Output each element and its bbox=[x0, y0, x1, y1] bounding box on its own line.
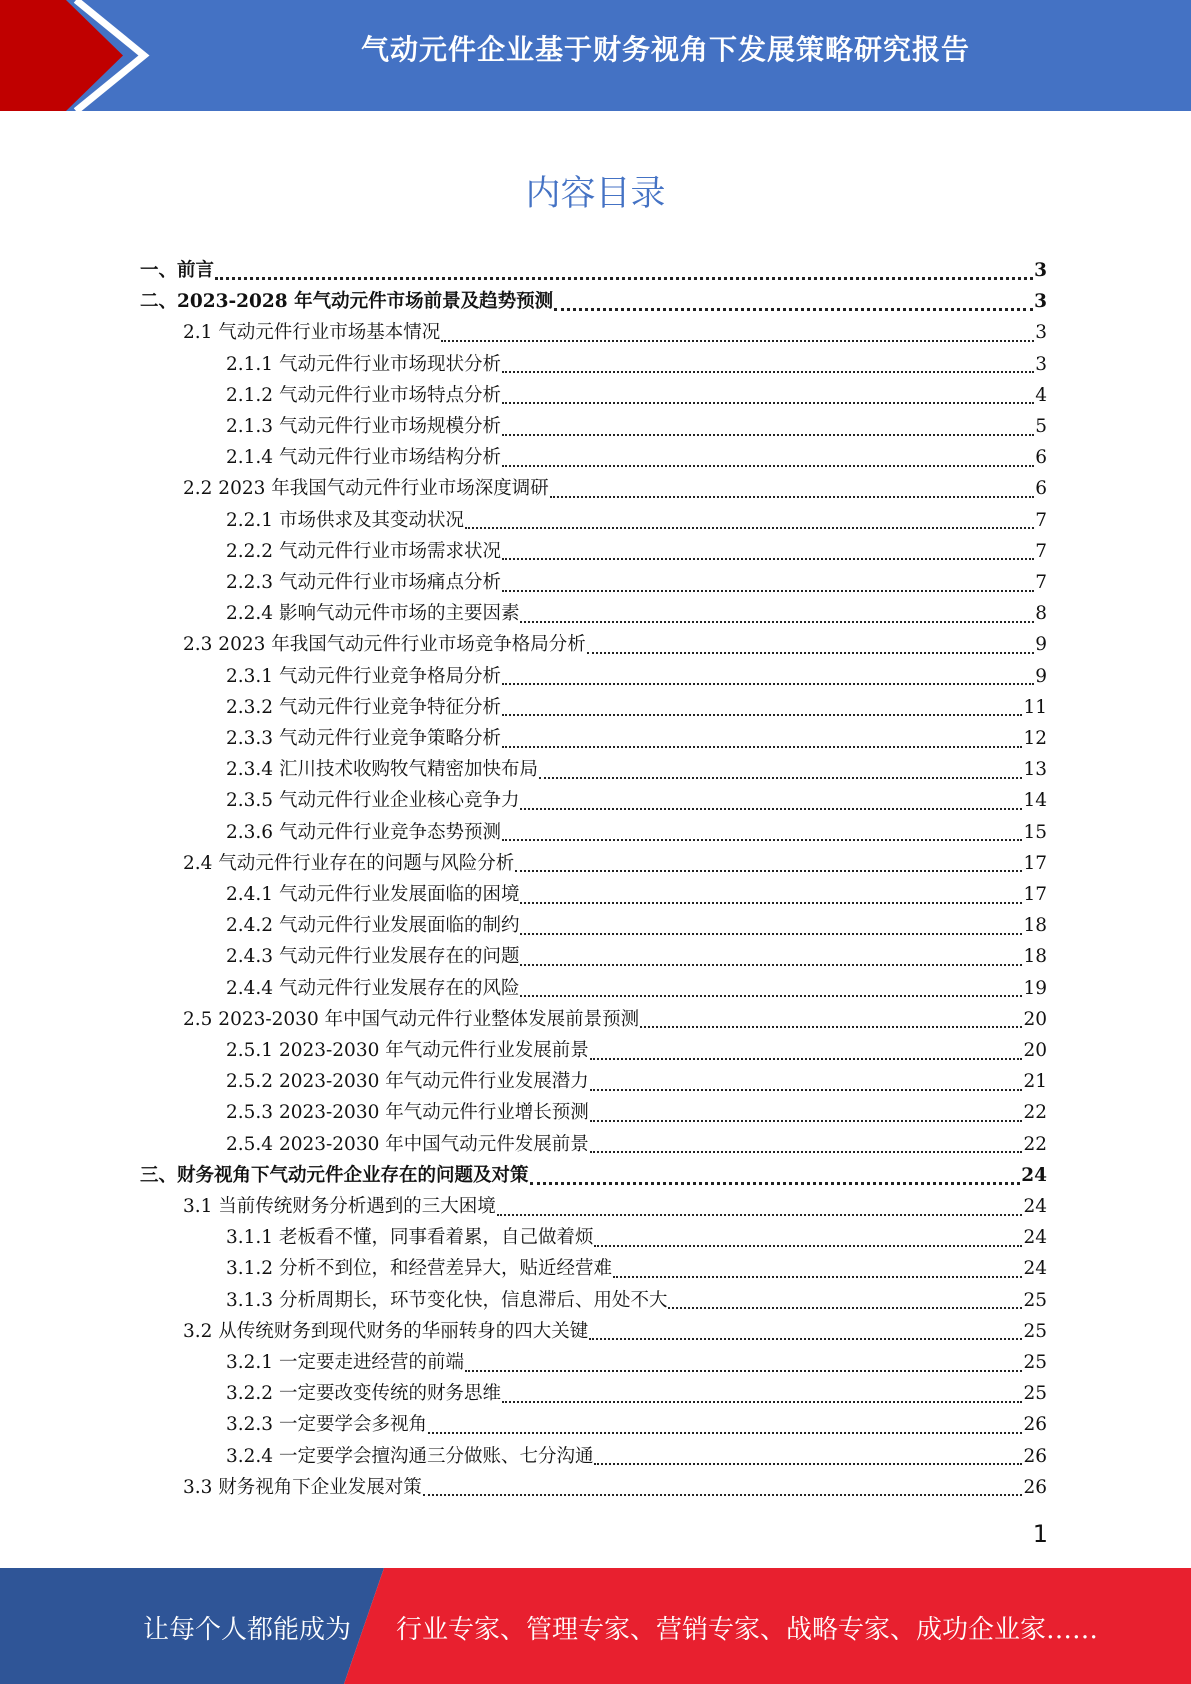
toc-dot-leader bbox=[530, 1182, 1021, 1185]
page-number: 1 bbox=[1032, 1520, 1048, 1548]
toc-dot-leader bbox=[590, 1089, 1023, 1091]
toc-entry-page: 13 bbox=[1023, 759, 1047, 781]
report-title: 气动元件企业基于财务视角下发展策略研究报告 bbox=[360, 33, 970, 66]
toc-entry-title: 3.2.4 一定要学会擅沟通三分做账、七分沟通 bbox=[226, 1445, 594, 1467]
toc-entry[interactable] bbox=[226, 598, 1047, 629]
toc-entry-page: 21 bbox=[1023, 1071, 1047, 1093]
toc-entry-title: 2.3.1 气动元件行业竞争格局分析 bbox=[226, 665, 501, 687]
footer-slogan-right: 行业专家、管理专家、营销专家、战略专家、成功企业家…… bbox=[396, 1615, 1099, 1645]
toc-entry-page: 11 bbox=[1023, 696, 1047, 718]
toc-entry[interactable] bbox=[226, 1222, 1047, 1253]
toc-entry[interactable] bbox=[226, 1066, 1047, 1097]
toc-entry-page: 4 bbox=[1035, 384, 1047, 406]
toc-dot-leader bbox=[520, 808, 1022, 810]
toc-entry-title: 2.3.2 气动元件行业竞争特征分析 bbox=[226, 696, 501, 718]
toc-entry-page: 22 bbox=[1023, 1133, 1047, 1155]
toc-entry-title: 2.3.4 汇川技术收购牧气精密加快布局 bbox=[226, 759, 538, 781]
toc-entry-title: 2.3.5 气动元件行业企业核心竞争力 bbox=[226, 790, 520, 812]
toc-entry[interactable] bbox=[226, 567, 1047, 598]
toc-entry-page: 3 bbox=[1035, 353, 1047, 375]
toc-entry[interactable] bbox=[226, 1035, 1047, 1066]
toc-entry-title: 2.1.4 气动元件行业市场结构分析 bbox=[226, 447, 501, 469]
toc-entry-page: 19 bbox=[1023, 977, 1047, 999]
toc-dot-leader bbox=[520, 964, 1022, 966]
toc-entry-title: 2.1.2 气动元件行业市场特点分析 bbox=[226, 384, 501, 406]
toc-entry[interactable] bbox=[226, 817, 1047, 848]
toc-dot-leader bbox=[594, 1245, 1022, 1247]
toc-dot-leader bbox=[502, 683, 1034, 685]
toc-entry-title: 3.1.2 分析不到位，和经营差异大，贴近经营难 bbox=[226, 1258, 612, 1280]
toc-entry[interactable] bbox=[226, 1253, 1047, 1284]
toc-entry-title: 2.2.2 气动元件行业市场需求状况 bbox=[226, 540, 501, 562]
toc-entry-title: 2.1.1 气动元件行业市场现状分析 bbox=[226, 353, 501, 375]
toc-entry[interactable] bbox=[226, 349, 1047, 380]
toc-dot-leader bbox=[502, 746, 1022, 748]
toc-entry[interactable] bbox=[226, 879, 1047, 910]
toc-entry-page: 18 bbox=[1023, 915, 1047, 937]
toc-entry[interactable] bbox=[226, 442, 1047, 473]
toc-entry-page: 6 bbox=[1035, 447, 1047, 469]
toc-entry[interactable] bbox=[183, 1191, 1047, 1222]
toc-entry[interactable] bbox=[183, 1316, 1047, 1347]
toc-entry-title: 2.4.1 气动元件行业发展面临的困境 bbox=[226, 884, 520, 905]
toc-dot-leader bbox=[502, 371, 1034, 373]
toc-entry-page: 22 bbox=[1023, 1102, 1047, 1124]
toc-entry-title: 2.2 2023 年我国气动元件行业市场深度调研 bbox=[183, 478, 549, 500]
toc-entry[interactable] bbox=[226, 1285, 1047, 1316]
toc-entry[interactable] bbox=[226, 785, 1047, 816]
toc-entry[interactable] bbox=[140, 286, 1047, 317]
toc-dot-leader bbox=[640, 1026, 1022, 1028]
toc-entry[interactable] bbox=[226, 411, 1047, 442]
toc-dot-leader bbox=[441, 340, 1034, 342]
toc-entry[interactable] bbox=[140, 255, 1047, 286]
toc-entry[interactable] bbox=[226, 661, 1047, 692]
toc-entry-page: 25 bbox=[1023, 1383, 1047, 1405]
toc-entry-title: 2.3.3 气动元件行业竞争策略分析 bbox=[226, 728, 501, 749]
toc-entry[interactable] bbox=[226, 692, 1047, 723]
toc-heading: 内容目录 bbox=[525, 174, 666, 214]
toc-entry[interactable] bbox=[226, 1347, 1047, 1378]
toc-entry-page: 3 bbox=[1034, 260, 1047, 281]
toc-entry-title: 2.3 2023 年我国气动元件行业市场竞争格局分析 bbox=[183, 634, 586, 656]
toc-dot-leader bbox=[465, 527, 1034, 529]
toc-entry-page: 7 bbox=[1035, 509, 1047, 531]
toc-entry-title: 2.3.6 气动元件行业竞争态势预测 bbox=[226, 821, 501, 843]
toc-entry-title: 一、前言 bbox=[140, 260, 215, 281]
toc-dot-leader bbox=[502, 1401, 1022, 1403]
toc-entry[interactable] bbox=[226, 941, 1047, 972]
toc-entry-title: 2.2.1 市场供求及其变动状况 bbox=[226, 509, 464, 531]
toc-entry-page: 7 bbox=[1035, 540, 1047, 562]
toc-entry-title: 2.5.2 2023-2030 年气动元件行业发展潜力 bbox=[226, 1071, 589, 1093]
toc-entry-page: 15 bbox=[1023, 821, 1047, 843]
toc-entry-title: 2.1 气动元件行业市场基本情况 bbox=[183, 322, 441, 344]
toc-entry-title: 3.2.2 一定要改变传统的财务思维 bbox=[226, 1383, 501, 1405]
toc-dot-leader bbox=[594, 1463, 1022, 1465]
toc-entry[interactable] bbox=[183, 1472, 1047, 1503]
toc-dot-leader bbox=[502, 714, 1022, 716]
toc-dot-leader bbox=[587, 652, 1034, 654]
toc-entry-title: 3.1.3 分析周期长，环节变化快，信息滞后、用处不大 bbox=[226, 1289, 668, 1311]
toc-dot-leader bbox=[502, 590, 1034, 592]
toc-dot-leader bbox=[502, 465, 1034, 467]
toc-entry-page: 26 bbox=[1023, 1445, 1047, 1467]
toc-entry[interactable] bbox=[140, 1160, 1047, 1191]
toc-entry-page: 24 bbox=[1021, 1164, 1047, 1186]
toc-entry[interactable] bbox=[226, 380, 1047, 411]
toc-entry-title: 2.2.4 影响气动元件市场的主要因素 bbox=[226, 603, 520, 625]
toc-entry[interactable] bbox=[226, 505, 1047, 536]
toc-entry-page: 26 bbox=[1023, 1476, 1047, 1498]
toc-dot-leader bbox=[590, 1120, 1023, 1122]
toc-dot-leader bbox=[554, 308, 1033, 311]
toc-dot-leader bbox=[502, 434, 1034, 436]
toc-entry[interactable] bbox=[183, 1004, 1047, 1035]
chevron-logo-icon bbox=[0, 0, 160, 111]
toc-dot-leader bbox=[497, 1214, 1023, 1216]
toc-entry-page: 24 bbox=[1023, 1258, 1047, 1280]
toc-entry-title: 3.1.1 老板看不懂，同事看着累，自己做着烦 bbox=[226, 1227, 594, 1249]
toc-entry-title: 2.1.3 气动元件行业市场规模分析 bbox=[226, 416, 501, 437]
toc-entry-page: 24 bbox=[1023, 1196, 1047, 1217]
toc-entry-title: 3.1 当前传统财务分析遇到的三大困境 bbox=[183, 1196, 496, 1217]
toc-entry-title: 2.4.2 气动元件行业发展面临的制约 bbox=[226, 915, 520, 937]
toc-entry-page: 18 bbox=[1023, 946, 1047, 968]
toc-entry-page: 5 bbox=[1035, 416, 1047, 437]
toc-entry[interactable] bbox=[183, 848, 1047, 879]
toc-entry[interactable] bbox=[183, 317, 1047, 348]
toc-entry[interactable] bbox=[226, 1129, 1047, 1160]
toc-entry-page: 8 bbox=[1035, 603, 1047, 625]
toc-entry-page: 9 bbox=[1035, 634, 1047, 656]
toc-entry[interactable] bbox=[226, 723, 1047, 754]
toc-dot-leader bbox=[423, 1494, 1023, 1496]
toc-entry[interactable] bbox=[183, 629, 1047, 660]
toc-entry-title: 2.4.3 气动元件行业发展存在的问题 bbox=[226, 946, 520, 968]
toc-entry-title: 三、财务视角下气动元件企业存在的问题及对策 bbox=[140, 1164, 529, 1186]
toc-dot-leader bbox=[502, 558, 1034, 560]
toc-entry-page: 25 bbox=[1023, 1352, 1047, 1373]
toc-entry-title: 2.4.4 气动元件行业发展存在的风险 bbox=[226, 977, 520, 999]
toc-dot-leader bbox=[515, 870, 1022, 872]
toc-entry-page: 3 bbox=[1034, 291, 1047, 313]
toc-entry-page: 20 bbox=[1023, 1040, 1047, 1061]
toc-dot-leader bbox=[613, 1276, 1022, 1278]
toc-entry[interactable] bbox=[226, 754, 1047, 785]
toc-entry[interactable] bbox=[226, 910, 1047, 941]
toc-entry-title: 2.5.4 2023-2030 年中国气动元件发展前景 bbox=[226, 1133, 589, 1155]
toc-dot-leader bbox=[520, 995, 1022, 997]
toc-entry[interactable] bbox=[226, 1441, 1047, 1472]
toc-entry-title: 2.2.3 气动元件行业市场痛点分析 bbox=[226, 572, 501, 593]
toc-entry-title: 二、2023-2028 年气动元件市场前景及趋势预测 bbox=[140, 291, 554, 313]
toc-entry-page: 7 bbox=[1035, 572, 1047, 593]
toc-dot-leader bbox=[502, 839, 1022, 841]
toc-entry-page: 24 bbox=[1023, 1227, 1047, 1249]
toc-entry-page: 25 bbox=[1023, 1320, 1047, 1342]
toc-dot-leader bbox=[520, 933, 1022, 935]
toc-dot-leader bbox=[465, 1370, 1022, 1372]
toc-entry-title: 2.5.3 2023-2030 年气动元件行业增长预测 bbox=[226, 1102, 589, 1124]
toc-entry-page: 9 bbox=[1035, 665, 1047, 687]
toc-entry-title: 3.2.3 一定要学会多视角 bbox=[226, 1414, 427, 1436]
toc-entry[interactable] bbox=[183, 473, 1047, 504]
toc-dot-leader bbox=[520, 621, 1034, 623]
toc-entry-page: 17 bbox=[1023, 884, 1047, 905]
toc-entry-title: 2.4 气动元件行业存在的问题与风险分析 bbox=[183, 852, 515, 874]
toc-dot-leader bbox=[590, 1058, 1023, 1060]
toc-dot-leader bbox=[520, 902, 1022, 904]
toc-entry-page: 25 bbox=[1023, 1289, 1047, 1311]
toc-entry-title: 2.5 2023-2030 年中国气动元件行业整体发展前景预测 bbox=[183, 1008, 640, 1030]
toc-dot-leader bbox=[539, 777, 1022, 779]
toc-entry-title: 3.2.1 一定要走进经营的前端 bbox=[226, 1352, 464, 1373]
toc-entry-page: 12 bbox=[1023, 728, 1047, 749]
footer-slogan-left: 让每个人都能成为 bbox=[143, 1615, 352, 1645]
toc-dot-leader bbox=[668, 1307, 1022, 1309]
toc-dot-leader bbox=[502, 402, 1034, 404]
toc-entry-page: 17 bbox=[1023, 852, 1047, 874]
toc-entry[interactable] bbox=[226, 1409, 1047, 1440]
toc-entry[interactable] bbox=[226, 1378, 1047, 1409]
footer-banner bbox=[0, 1568, 1191, 1684]
toc-entry[interactable] bbox=[226, 973, 1047, 1004]
toc-dot-leader bbox=[550, 496, 1034, 498]
toc-entry-page: 3 bbox=[1035, 322, 1047, 344]
toc-entry-title: 2.5.1 2023-2030 年气动元件行业发展前景 bbox=[226, 1040, 589, 1061]
toc-entry-title: 3.2 从传统财务到现代财务的华丽转身的四大关键 bbox=[183, 1320, 589, 1342]
toc-dot-leader bbox=[428, 1432, 1022, 1434]
toc-dot-leader bbox=[589, 1338, 1022, 1340]
toc-entry[interactable] bbox=[226, 1097, 1047, 1128]
report-header-banner bbox=[0, 0, 1191, 111]
toc-entry-page: 14 bbox=[1023, 790, 1047, 812]
toc-entry-page: 26 bbox=[1023, 1414, 1047, 1436]
toc-entry-page: 20 bbox=[1023, 1008, 1047, 1030]
toc-dot-leader bbox=[590, 1151, 1023, 1153]
toc-dot-leader bbox=[215, 277, 1033, 280]
toc-entry-title: 3.3 财务视角下企业发展对策 bbox=[183, 1476, 422, 1498]
toc-entry[interactable] bbox=[226, 536, 1047, 567]
toc-entry-page: 6 bbox=[1035, 478, 1047, 500]
